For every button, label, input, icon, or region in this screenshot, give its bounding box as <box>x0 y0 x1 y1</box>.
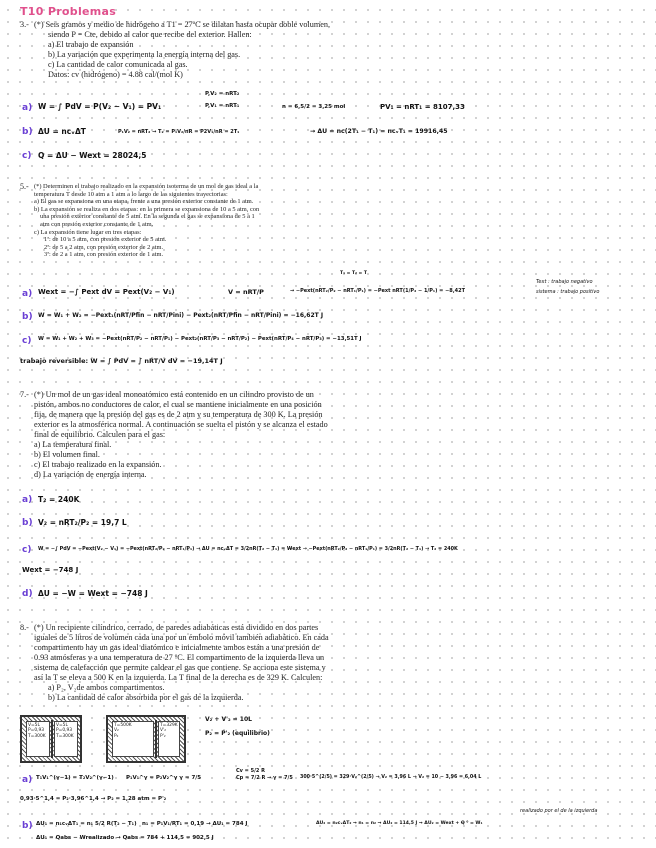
handwritten-solution: ΔU₁ = n₁cᵥΔT₁ = n₁ 5/2 R(T₂ − T₁) <box>36 821 137 827</box>
handwritten-solution: trabajo reversible: W = ∫ PdV = ∫ nRT/V dV = −19,14T J <box>20 357 223 365</box>
answer-label: a) <box>22 289 33 299</box>
handwritten-solution: W = −∫ PdV = −Pext(V₂ − V₁) = −Pext(nRT₂/P₂ − nRT₁/P₁) → ΔU = ncᵥΔT = 3/2nR(T₂ − T₁) = W̶ext → −Pext(nRT₂/P₂ − nRT₁/P₁) = 3/2nR(T₂ − T₁) → T₂ = 240K <box>38 546 458 552</box>
handwritten-note: P,V₂ = nRT₂ <box>205 91 240 97</box>
statement-line: (*) Un mol de un gas ideal monoatómico está contenido en un cilindro provisto de un <box>34 390 314 399</box>
problem-number: 8.- <box>20 623 29 632</box>
statement-line: una presión exterior constante de 5 atm. En la segunda el gas se expansiona de 5 a 1 <box>40 213 255 221</box>
answer-label: a) <box>22 775 33 785</box>
handwritten-result: → −Pext(nRT₂/P₂ − nRT₁/P₁) = −Pext nRT(1/P₂ − 1/P₁) = −8,42T <box>290 288 465 294</box>
handwritten-note: V₂ + V'₂ = 10L <box>205 716 252 723</box>
handwritten-result: 300·5^(2/5) = 329·V₂^(2/5) → V₂ = 3,96 L → V₂ = 10 − 3,96 = 6,04 L <box>300 775 482 780</box>
statement-line: 1ª: de 10 a 5 atm, con presión exterior de 5 atm. <box>44 236 167 244</box>
statement-line: a) P₂, V₂de ambos compartimentos. <box>48 683 165 692</box>
statement-line: siendo P = Cte, debido al calor que recibe del exterior. Hallen: <box>48 30 252 39</box>
statement-line: (*) Seis gramos y medio de hidrógeno a T1 = 27ºC se dilatan hasta ocupar doble volumen, <box>34 20 331 29</box>
statement-line: c) La cantidad de calor comunicada al gas. <box>48 60 188 69</box>
handwritten-result: → ΔU = nc(2T₁ − T₁) = ncᵥT₁ = 19916,45 <box>310 128 448 135</box>
statement-line: compartimento hay un gas ideal diatómico e inicialmente ambos están a una presión de <box>34 643 320 652</box>
handwritten-result: ΔU₁ = Qabs − Wrealizado → Qabs = 784 + 114,5 = 902,5 J <box>36 835 214 841</box>
statement-line: c) El trabajo realizado en la expansión. <box>34 460 162 469</box>
handwritten-note: V = nRT/P <box>228 288 264 296</box>
container-diagram-final <box>106 715 186 763</box>
answer-label: a) <box>22 103 33 113</box>
handwritten-solution: Wext = −∫ Pext dV = Pext(V₂ − V₁) <box>38 288 175 296</box>
right-compartment: V=5L P=0,93 T=300K <box>54 721 78 757</box>
handwritten-solution: W = W₁ + W₂ = −Pext₁(nRT/Pfin − nRT/Pini) − Pext₂(nRT/Pfin − nRT/Pini) = −16,62T J <box>38 312 324 319</box>
handwritten-note: n = 6,5/2 = 3,25 mol <box>282 104 346 110</box>
handwritten-solution: T₁V₁^(γ−1) = T₂V₂^(γ−1) <box>36 775 114 781</box>
handwritten-result: PV₁ = nRT₁ = 8107,33 <box>380 103 465 111</box>
handwritten-solution: n₁ = P₁V₁/RT₁ = 0,19 → ΔU₁ = 784 J <box>142 821 248 827</box>
statement-line: a) El trabajo de expansión <box>48 40 134 49</box>
answer-label: c) <box>22 545 32 555</box>
answer-label: b) <box>22 127 33 137</box>
statement-line: a) La temperatura final. <box>34 440 112 449</box>
statement-line: (*) Un recipiente cilíndrico, cerrado, de paredes adiabáticas está dividido en dos partes <box>34 623 319 632</box>
problem-number: 3.- <box>20 20 29 29</box>
statement-line: c) La expansión tiene lugar en tres etapas: <box>34 228 142 236</box>
statement-line: b) La expansión se realiza en dos etapas: en la primera se expansiona de 10 a 5 atm, con <box>34 205 260 213</box>
answer-label: a) <box>22 495 33 505</box>
statement-line: d) La variación de energía interna. <box>34 470 147 479</box>
answer-label: d) <box>22 589 33 599</box>
container-diagram-initial <box>20 715 82 763</box>
statement-line: b) La variación que experimenta la energía interna del gas. <box>48 50 241 59</box>
problem-7-statement <box>20 390 640 490</box>
answer-label: b) <box>22 821 33 831</box>
statement-line: fija, de manera que la presión del gas es de 2 atm y su temperatura de 300 K. La presión <box>34 410 323 419</box>
statement-line: 2ª: de 5 a 2 atm, con presión exterior de 2 atm. <box>44 243 164 251</box>
answer-label: b) <box>22 518 33 528</box>
statement-line: Datos: cv (hidrógeno) = 4.88 cal/(mol K) <box>48 70 183 79</box>
answer-label: c) <box>22 151 32 161</box>
statement-line: exterior es la atmosférica normal. A continuación se suelta el pistón y se alcanza el estado <box>34 420 328 429</box>
statement-line: temperatura T desde 10 atm a 1 atm a lo largo de las siguientes trayectorias: <box>34 190 228 198</box>
handwritten-note: realizado por el de la izquierda <box>520 808 598 814</box>
page-title: T10 Problemas <box>20 5 117 18</box>
handwritten-solution: ΔU = −W = Wext = −748 J <box>38 589 148 598</box>
problem-number: 7.- <box>20 390 29 399</box>
handwritten-result: 0,93·5^1,4 = P₂·3,96^1,4 → P₂ = 1,28 atm = P'₂ <box>20 796 167 802</box>
handwritten-note: Cv = 5/2 R Cp = 7/2 R → γ = 7/5 <box>236 768 293 781</box>
handwritten-note: P₁V₂ = nRT₂ → T₂ = P₁V₂/nR = P2V₁/nR = 2T₁ <box>118 129 240 135</box>
statement-line: (*) Determinen el trabajo realizado en la expansión isoterma de un mol de gas ideal a la <box>34 183 259 190</box>
handwritten-result: ΔU₂ = n₂cᵥΔT₂ → n₁ = n₂ → ΔU₂ = 114,5 J → ΔU₂ = Wext + Q̶ ⁰ = W₁ <box>316 821 483 826</box>
left-compartment: V=5L P=0,93 T=300K <box>26 721 50 757</box>
handwritten-note: sistema : trabajo positivo <box>536 289 600 295</box>
problem-3-statement <box>20 20 640 82</box>
statement-line: iguales de 5 litros de volumen cada una por un émbolo móvil también adiabático. En cada <box>34 633 329 642</box>
handwritten-solution: W = W₁ + W₂ + W₃ = −Pext(nRT/P₂ − nRT/P₁) − Pext₂(nRT/P₃ − nRT/P₂) − Pext(nRT/P₄ − nRT/P₃) = −13,51T J <box>38 336 362 342</box>
statement-line: atm con presión exterior constante de 1 atm. <box>40 220 154 228</box>
answer-label: b) <box>22 312 33 322</box>
handwritten-note: Text : trabajo negativo <box>536 279 593 285</box>
statement-line: final de equilibrio. Calculen para el gas: <box>34 430 166 439</box>
handwritten-solution: P₁V₁^γ = P₂V₂^γ γ = 7/5 <box>126 775 202 781</box>
handwritten-note: T₁ = T₂ = T <box>340 271 367 276</box>
piston <box>51 720 53 758</box>
statement-line: así la T se eleva a 500 K en la izquierda. La T final de la derecha es de 329 K. Calculen: <box>34 673 323 682</box>
problem-8-statement <box>20 623 640 709</box>
handwritten-solution: W = ∫ PdV = P(V₂ − V₁) = PV₁ <box>38 102 162 111</box>
answer-label: c) <box>22 336 32 346</box>
statement-line: 3ª: de 2 a 1 atm, con presión exterior de 1 atm. <box>44 251 164 259</box>
statement-line: sistema de calefacción que permite caldear el gas que contiene. Se acciona este sistema y <box>34 663 326 672</box>
handwritten-solution: T₂ = 240K <box>38 495 80 504</box>
left-compartment: T=500K V₂ P₂ <box>112 721 154 757</box>
piston <box>155 720 157 758</box>
handwritten-solution: V₂ = nRT₂/P₂ = 19,7 L <box>38 518 127 527</box>
statement-line: a) El gas se expansiona en una etapa, frente a una presión exterior constante de 1 atm. <box>34 198 254 206</box>
handwritten-note: P,V₁ = nRT₁ <box>205 103 240 109</box>
handwritten-solution: Q = ΔU − Wext = 28024,5 <box>38 151 147 160</box>
handwritten-note: P₂ = P'₂ (equilibrio) <box>205 730 270 737</box>
handwritten-result: Wext = −748 J <box>22 566 79 574</box>
problem-5-statement <box>20 183 640 263</box>
statement-line: 0.93 atmósferas y a una temperatura de 27 ºC. El compartimento de la izquierda lleva un <box>34 653 325 662</box>
problem-number: 5.- <box>20 182 29 191</box>
right-compartment: T=329K V'₂ P'₂ <box>158 721 180 757</box>
statement-line: pistón, ambos no conductores de calor, el cual se mantiene inicialmente en una posición <box>34 400 322 409</box>
statement-line: b) La cantidad de calor absorbida por el gas de la izquierda. <box>48 693 244 702</box>
statement-line: b) El volumen final. <box>34 450 100 459</box>
handwritten-solution: ΔU = ncᵥΔT <box>38 127 86 136</box>
